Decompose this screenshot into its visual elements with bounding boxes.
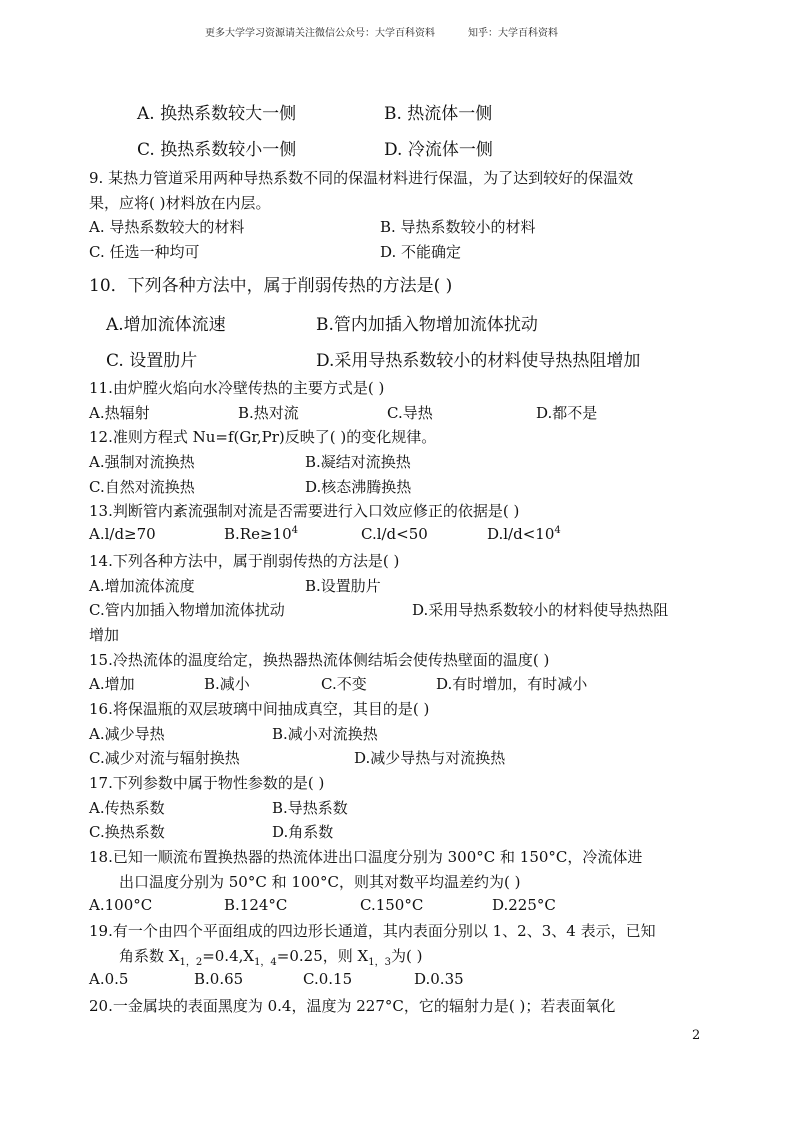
q20-stem-line1: 20.一金属块的表面黑度为 0.4，温度为 227°C，它的辐射力是( )；若表面氧化 (89, 997, 616, 1015)
q18-stem-line1: 18.已知一顺流布置换热器的热流体进出口温度分别为 300°C 和 150°C，冷流体进 (89, 848, 643, 866)
q9-option-b: B. 导热系数较小的材料 (380, 218, 536, 236)
q18-option-d: D.225°C (492, 896, 556, 914)
q11-option-a: A.热辐射 (89, 404, 150, 422)
q19-stem-line1: 19.有一个由四个平面组成的四边形长通道，其内表面分别以 1、2、3、4 表示，已知 (89, 922, 656, 940)
header-left: 更多大学学习资源请关注微信公众号：大学百科资料 (205, 28, 435, 39)
q8-option-d: D. 冷流体一侧 (384, 140, 493, 160)
q13-option-a: A.l/d≥70 (89, 525, 156, 543)
q11-stem: 11.由炉膛火焰向水冷壁传热的主要方式是( ) (89, 379, 385, 397)
q12-option-c: C.自然对流换热 (89, 478, 195, 496)
q10-stem: 10．下列各种方法中，属于削弱传热的方法是( ) (89, 276, 453, 296)
q18-stem-line2: 出口温度分别为 50°C 和 100°C，则其对数平均温差约为( ) (119, 873, 521, 891)
q14-option-b: B.设置肋片 (305, 577, 381, 595)
q19-stem-line2: 角系数 $X_{1,2}=0.4,X_{1,4}=0.25$，则 $X_{1,3}$为( ) (119, 947, 423, 968)
q17-option-b: B.导热系数 (272, 799, 348, 817)
q10-option-d: D.采用导热系数较小的材料使导热热阻增加 (316, 351, 641, 371)
q15-option-a: A.增加 (89, 675, 135, 693)
q17-option-c: C.换热系数 (89, 823, 165, 841)
q12-option-a: A.强制对流换热 (89, 453, 195, 471)
q17-option-d: D.角系数 (272, 823, 334, 841)
q9-stem-line1: 9. 某热力管道采用两种导热系数不同的保温材料进行保温，为了达到较好的保温效 (89, 169, 634, 187)
q11-option-c: C.导热 (387, 404, 433, 422)
q19-option-d: D.0.35 (414, 970, 464, 988)
q9-option-a: A. 导热系数较大的材料 (89, 218, 245, 236)
q8-option-b: B. 热流体一侧 (384, 104, 493, 124)
q12-stem: 12.准则方程式 Nu=f(Gr,Pr)反映了( )的变化规律。 (89, 428, 437, 446)
q13-option-b: $B.Re\ge 10^4$ (224, 525, 298, 543)
page-number: 2 (692, 1028, 701, 1043)
q14-option-a: A.增加流体流度 (89, 577, 195, 595)
q8-option-c: C. 换热系数较小一侧 (137, 140, 297, 160)
q19-option-b: B.0.65 (194, 970, 244, 988)
q18-option-b: B.124°C (224, 896, 288, 914)
q17-stem: 17.下列参数中属于物性参数的是( ) (89, 774, 325, 792)
q15-option-c: C.不变 (321, 675, 367, 693)
header-right: 知乎：大学百科资料 (468, 28, 558, 39)
q14-option-d-continued: 增加 (89, 626, 120, 644)
q13-option-d: $D.l/d<10^4$ (487, 525, 561, 543)
q16-option-a: A.减少导热 (89, 725, 165, 743)
q12-option-d: D.核态沸腾换热 (305, 478, 412, 496)
q15-option-d: D.有时增加，有时减小 (436, 675, 588, 693)
q11-option-d: D.都不是 (536, 404, 598, 422)
q15-stem: 15.冷热流体的温度给定，换热器热流体侧结垢会使传热壁面的温度( ) (89, 651, 550, 669)
q10-option-a: A.增加流体流速 (106, 315, 226, 335)
q14-stem: 14.下列各种方法中，属于削弱传热的方法是( ) (89, 552, 400, 570)
q13-option-c: C.l/d<50 (361, 525, 428, 543)
q13-stem: 13.判断管内紊流强制对流是否需要进行入口效应修正的依据是( ) (89, 502, 520, 520)
q19-option-a: A.0.5 (89, 970, 129, 988)
q19-option-c: C.0.15 (303, 970, 353, 988)
q14-option-d: D.采用导热系数较小的材料使导热热阻 (412, 601, 669, 619)
q16-option-d: D.减少导热与对流换热 (354, 749, 506, 767)
q18-option-a: A.100°C (89, 896, 153, 914)
q18-option-c: C.150°C (360, 896, 424, 914)
q9-option-d: D. 不能确定 (380, 243, 462, 261)
q15-option-b: B.减小 (204, 675, 250, 693)
q17-option-a: A.传热系数 (89, 799, 165, 817)
q11-option-b: B.热对流 (238, 404, 299, 422)
q12-option-b: B.凝结对流换热 (305, 453, 411, 471)
q9-stem-line2: 果，应将( )材料放在内层。 (89, 194, 271, 212)
q16-option-b: B.减小对流换热 (272, 725, 378, 743)
q16-stem: 16.将保温瓶的双层玻璃中间抽成真空，其目的是( ) (89, 700, 430, 718)
q9-option-c: C. 任选一种均可 (89, 243, 200, 261)
q10-option-c: C. 设置肋片 (106, 351, 198, 371)
q16-option-c: C.减少对流与辐射换热 (89, 749, 240, 767)
q14-option-c: C.管内加插入物增加流体扰动 (89, 601, 285, 619)
q10-option-b: B.管内加插入物增加流体扰动 (316, 315, 538, 335)
q8-option-a: A. 换热系数较大一侧 (137, 104, 297, 124)
